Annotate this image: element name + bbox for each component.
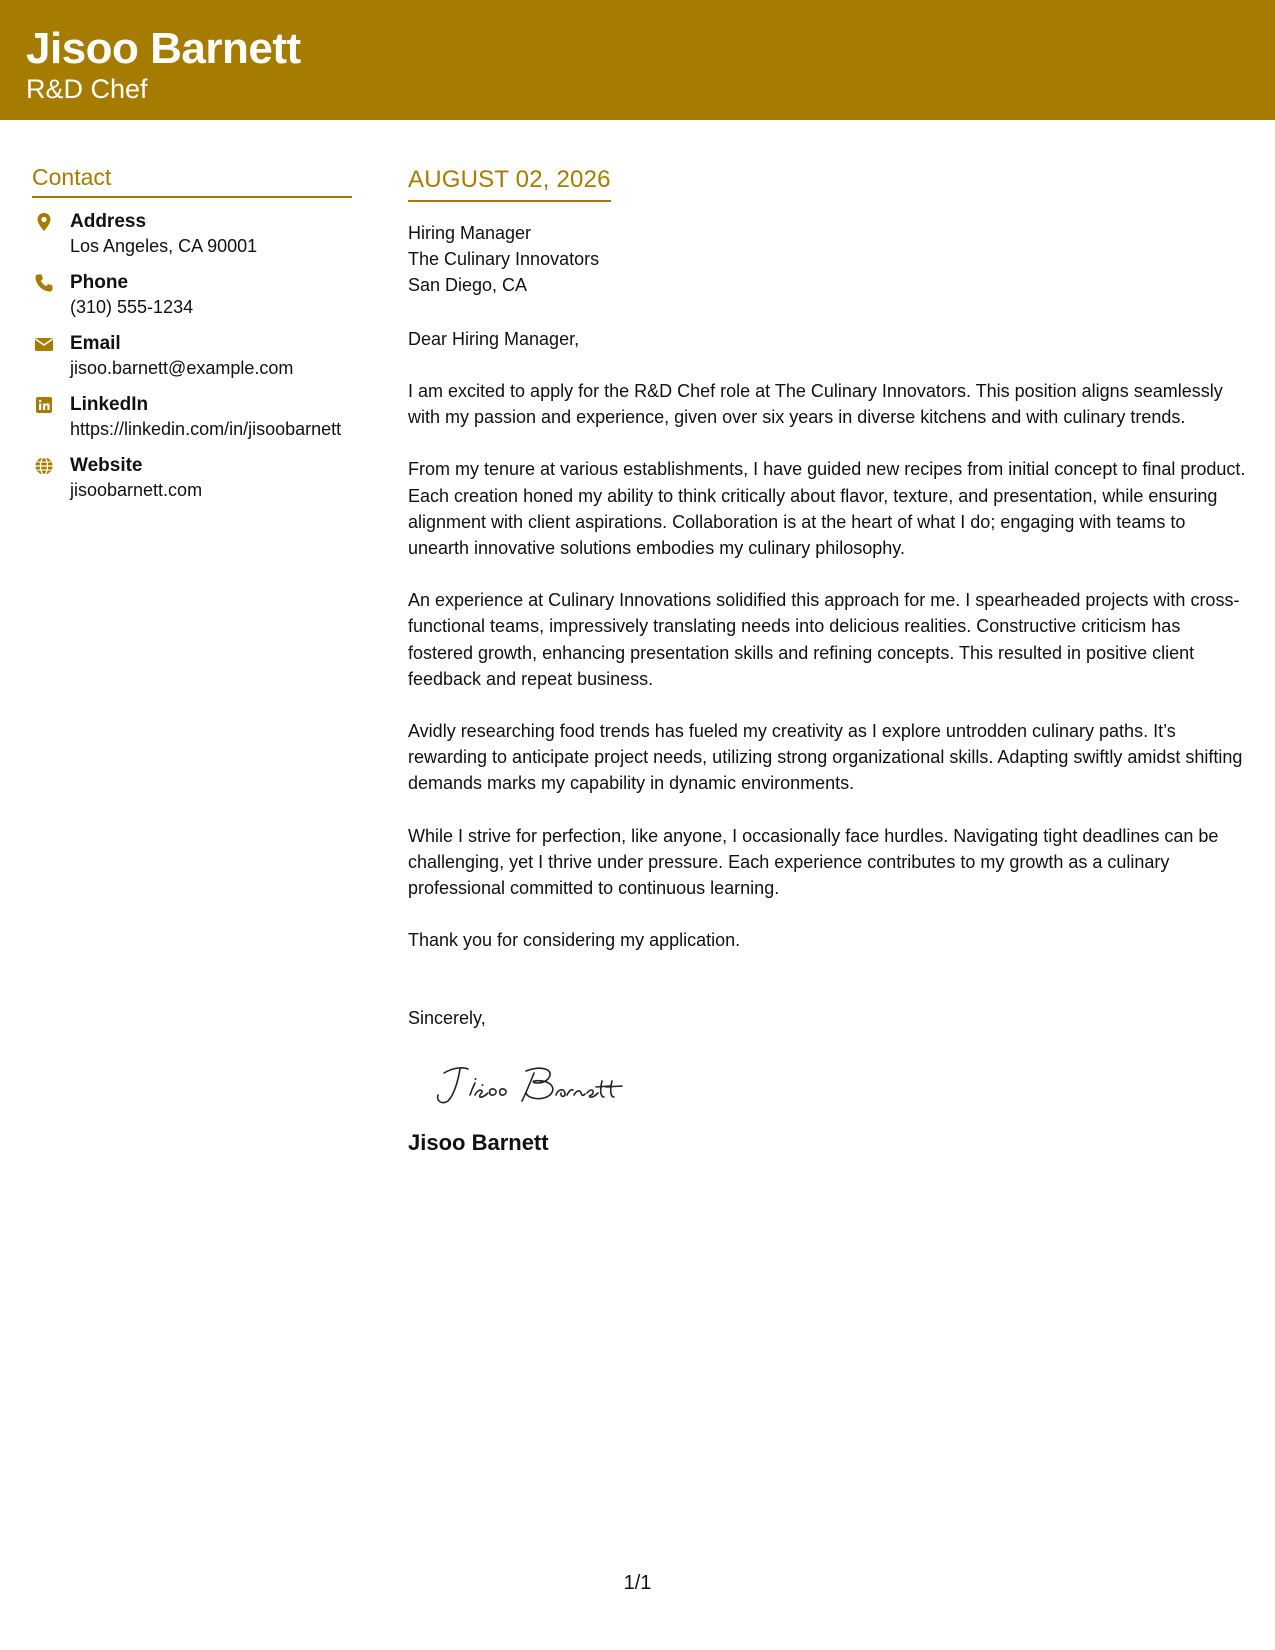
letter-date: AUGUST 02, 2026: [408, 164, 611, 202]
phone-icon: [34, 273, 54, 293]
website-value: jisoobarnett.com: [70, 480, 203, 500]
letter-paragraph: Avidly researching food trends has fueled my creativity as I explore untrodden culinary paths. It’s rewarding to anticipate project needs, utilizing strong organizational skills. Adapting swiftly amidst shifting demands marks my capability in dynamic environments.: [408, 721, 1243, 794]
closing: Sincerely,: [408, 1008, 486, 1029]
linkedin-icon: [34, 395, 54, 415]
letter-paragraph: While I strive for perfection, like anyone, I occasionally face hurdles. Navigating tight deadlines can be challenging, yet I thrive under pressure. Each experience contributes to my growth as a culinary professional committed to continuous learning.: [408, 825, 1219, 899]
contact-label: LinkedIn: [70, 394, 149, 415]
applicant-name: Jisoo Barnett: [26, 24, 301, 73]
recipient-line: Hiring Manager: [408, 223, 532, 243]
contact-item-address: [32, 210, 352, 259]
recipient-line: The Culinary Innovators: [408, 249, 600, 269]
sidebar: [32, 162, 352, 515]
contact-item-phone: [32, 271, 352, 320]
linkedin-value: https://linkedin.com/in/jisoobarnett: [70, 419, 342, 439]
globe-icon: [34, 456, 54, 476]
signer-name: Jisoo Barnett: [408, 1130, 549, 1156]
contact-label: Email: [70, 333, 121, 354]
handwritten-signature: [430, 1055, 650, 1115]
salutation: Dear Hiring Manager,: [408, 329, 580, 349]
contact-section-title: Contact: [32, 162, 352, 198]
address-value: Los Angeles, CA 90001: [70, 236, 258, 256]
contact-label: Phone: [70, 272, 129, 293]
location-pin-icon: [34, 212, 54, 232]
contact-label: Website: [70, 455, 143, 476]
recipient-block: [408, 220, 1248, 298]
envelope-icon: [34, 334, 54, 354]
letter-paragraph: Thank you for considering my application.: [408, 930, 741, 951]
contact-item-website: [32, 454, 352, 503]
recipient-line: San Diego, CA: [408, 275, 528, 295]
contact-label: Address: [70, 211, 147, 232]
contact-list: [32, 210, 352, 503]
letter-paragraph: An experience at Culinary Innovations solidified this approach for me. I spearheaded projects with cross-functional teams, impressively translating needs into delicious realities. Constructive criticism has fostered growth, enhancing presentation skills and refining concepts. This resulted in positive client feedback and repeat business.: [408, 590, 1240, 689]
letter-paragraph: I am excited to apply for the R&D Chef role at The Culinary Innovators. This position aligns seamlessly with my passion and experience, given over six years in diverse kitchens and with culinary trends.: [408, 381, 1223, 428]
letter-paragraph: From my tenure at various establishments, I have guided new recipes from initial concept to final product. Each creation honed my ability to think critically about flavor, texture, and presentation, while ensuring alignment with client aspirations. Collaboration is at the heart of what I do; engaging with teams to unearth innovative solutions embodies my culinary philosophy.: [408, 459, 1246, 559]
email-value: jisoo.barnett@example.com: [70, 358, 294, 378]
letter-body: [408, 164, 1248, 1157]
phone-value: (310) 555-1234: [70, 297, 194, 317]
contact-item-email: [32, 332, 352, 381]
header-banner: [0, 0, 1275, 120]
applicant-title: R&D Chef: [26, 74, 148, 104]
contact-item-linkedin: [32, 393, 352, 442]
page-number: 1/1: [623, 1572, 652, 1594]
